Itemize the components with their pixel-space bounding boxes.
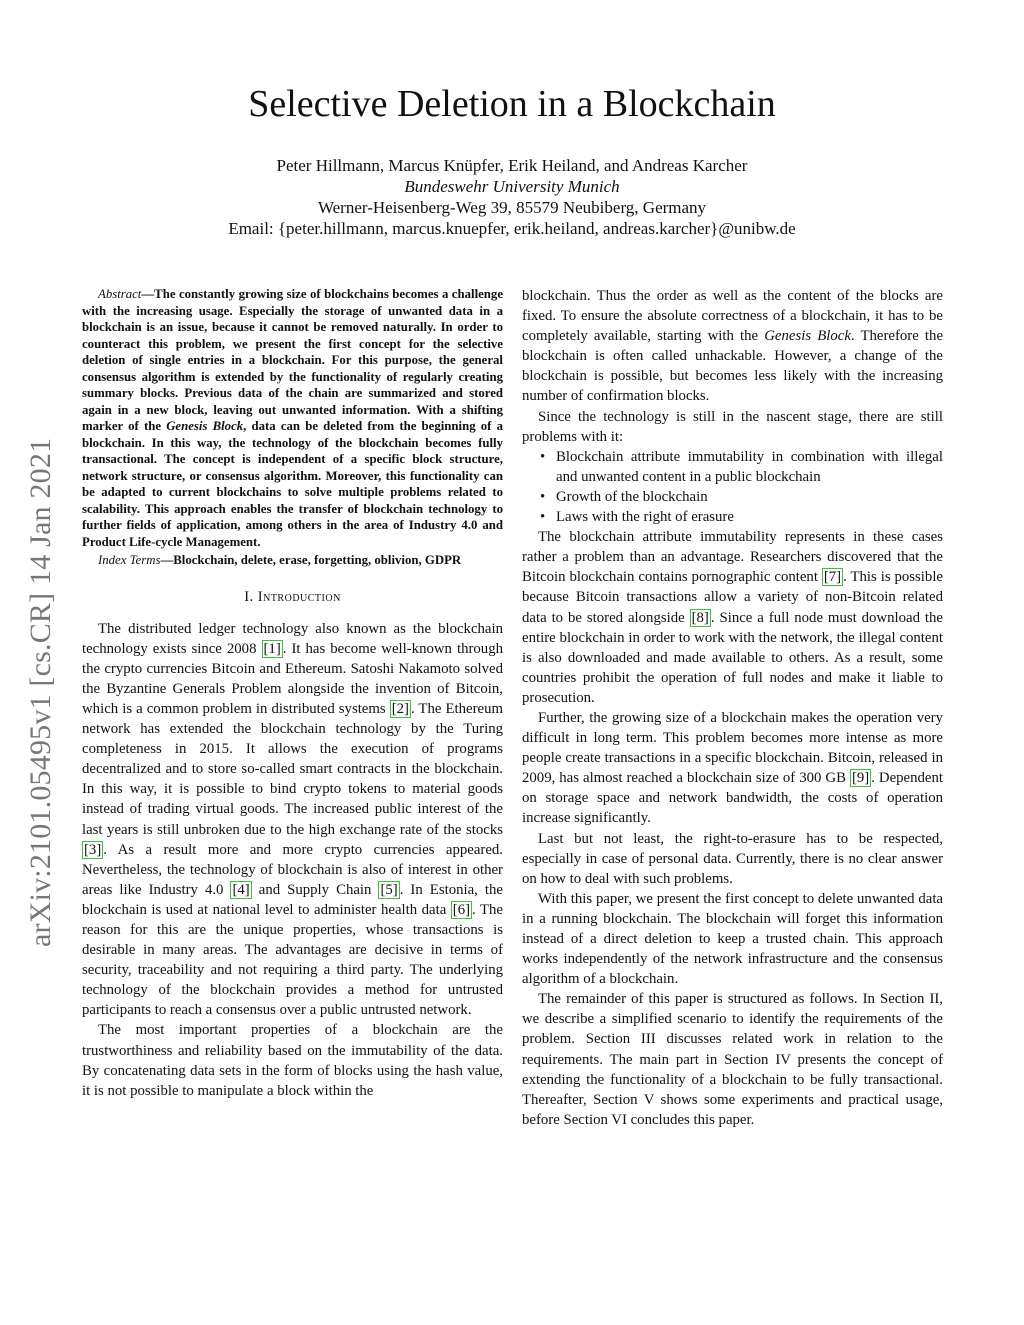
text-run: The distributed ledger technology also known as the blockchain technology exists since 2008: [82, 620, 503, 657]
text-run: . In Estonia, the blockchain is used at national level to administer health data: [82, 881, 503, 918]
address: Werner-Heisenberg-Weg 39, 85579 Neubiberg, Germany: [317, 198, 707, 217]
intro-paragraph-1: [82, 619, 503, 1021]
text-run: . The Ethereum network has extended the blockchain technology by the Turing completeness in 2015. It allows the execution of programs decentralized and to store so-called smart contracts in the blockchain. In this way, it is possible to bind crypto tokens to material goods instead of trading virtual goods. The increased public interest of the last years is still unbroken due to the high exchange rate of the stocks: [82, 700, 503, 838]
section-heading: I. Introduction: [244, 588, 341, 605]
citation-link[interactable]: [1]: [263, 640, 281, 657]
text-run: Further, the growing size of a blockchain makes the operation very difficult in long term. This problem becomes more intense as more people create transactions in a specific blockchain. Bitcoin, released in 2009, has almost reached a blockchain size of 300 GB: [522, 709, 943, 787]
citation-link[interactable]: [9]: [851, 770, 870, 787]
intro-paragraph-8: The remainder of this paper is structured as follows. In Section II, we describe a simplified scenario to identify the requirements of the problem. Section III discusses related work in relation to the requirements. The main part in Section IV presents the concept of extending the functionality of a blockchain to be fully transactional. Thereafter, Section V shows some experiments and practical usage, before Section VI concludes this paper.: [522, 991, 943, 1128]
intro-paragraph-3: Since the technology is still in the nascent stage, there are still problems with it:: [522, 408, 943, 445]
abstract-genesis-term: Genesis Block: [166, 419, 244, 433]
citation-link[interactable]: [4]: [232, 881, 250, 898]
text-run: . As a result more and more crypto currencies appeared. Nevertheless, the technology of blockchain is also of interest in other areas like Industry 4.0: [82, 841, 503, 898]
abstract-text-2: , data can be deleted from the beginning of a blockchain. In this way, the technology of the blockchain becomes fully transactional. The concept is independent of a specific block structure, network structure, or consensus algorithm. Moreover, this functionality can be adapted to current blockchains to solve multiple problems related to scalability. This approach enables the transfer of blockchain technology to further fields of application, among others in the area of Industry 4.0 and Product Life-cycle Management.: [82, 419, 503, 549]
author-names: Peter Hillmann, Marcus Knüpfer, Erik Heiland, and Andreas Karcher: [276, 156, 748, 175]
abstract-label: Abstract: [98, 287, 142, 301]
citation-link[interactable]: [6]: [452, 901, 471, 918]
intro-paragraph-5: [522, 708, 943, 829]
citation-link[interactable]: [5]: [380, 881, 398, 898]
index-terms: [82, 552, 503, 569]
list-item: • Blockchain attribute immutability in combination with illegal and unwanted content in a public blockchain: [556, 447, 943, 487]
list-item: • Growth of the blockchain: [556, 487, 943, 507]
text-run: and Supply Chain: [251, 881, 379, 898]
text-run: . Therefore the blockchain is often called unhackable. However, a change of the blockchain is possible, but becomes less likely with the increasing number of confirmation blocks.: [522, 328, 944, 405]
text-run: The blockchain attribute immutability represents in these cases rather a problem than an advantage. Researchers discovered that the Bitcoin blockchain contains pornographic content: [522, 529, 943, 586]
text-run: . Dependent on storage space and network bandwidth, the costs of operation increase significantly.: [522, 770, 943, 827]
text-run: . It has become well-known through the crypto currencies Bitcoin and Ethereum. Satoshi Nakamoto solved the Byzantine Generals Problem alongside the invention of Bitcoin, which is a common problem in distributed systems: [82, 640, 504, 717]
genesis-term: Genesis Block: [764, 328, 851, 345]
intro-paragraph-6: Last but not least, the right-to-erasure has to be respected, especially in case of personal data. Currently, there is no clear answer on how to deal with such problems.: [522, 830, 943, 887]
citation-link[interactable]: [3]: [84, 841, 102, 858]
right-column: [522, 286, 943, 1130]
text-run: . This is possible because Bitcoin transactions allow a variety of non-Bitcoin related data to be stored alongside: [522, 569, 943, 626]
paper-title: Selective Deletion in a Blockchain: [248, 83, 776, 125]
index-terms-text: —Blockchain, delete, erase, forgetting, oblivion, GDPR: [160, 553, 462, 567]
citation-link[interactable]: [7]: [823, 569, 842, 586]
intro-paragraph-7: With this paper, we present the first concept to delete unwanted data in a running blockchain. The blockchain will forget this information instead of a direct deletion to keep a trusted chain. This approach works independently of the network infrastructure and the consensus algorithm of a blockchain.: [522, 890, 943, 988]
abstract: [82, 286, 503, 550]
text-run: . The reason for this are the unique properties, whose transactions is desirable in many areas. The advantages are decisive in terms of security, traceability and not requiring a third party. The underlying technology of the blockchain provides a method for untrusted participants to reach a consensus over a public untrusted network.: [82, 901, 503, 1019]
citation-link[interactable]: [2]: [391, 700, 409, 717]
author-block: [0, 155, 1024, 239]
abstract-text-1: —The constantly growing size of blockchains becomes a challenge with the increasing usage. Especially the storage of unwanted data in a blockchain is an issue, because it cannot be removed naturally. In order to counteract this problem, we present the first concept for the selective deletion of single entries in a blockchain. For this purpose, the general consensus algorithm is extended by the functionality of regularly creating summary blocks. Previous data of the chain are summarized and stored again in a new block, leaving out unwanted information. With a shifting marker of the: [82, 287, 503, 433]
arxiv-identifier[interactable]: arXiv:2101.05495v1 [cs.CR] 14 Jan 2021: [24, 437, 57, 947]
left-column: [82, 286, 503, 1101]
intro-paragraph-4: [522, 527, 943, 708]
intro-paragraph-2-cont: [522, 286, 943, 407]
affiliation: Bundeswehr University Munich: [404, 177, 620, 196]
index-terms-label: Index Terms: [98, 553, 161, 567]
citation-link[interactable]: [8]: [691, 609, 709, 626]
problem-list: [522, 447, 943, 527]
list-item: • Laws with the right of erasure: [556, 507, 943, 527]
text-run: blockchain. Thus the order as well as the content of the blocks are fixed. To ensure the absolute correctness of a blockchain, it has to be completely available, starting with the: [522, 288, 943, 345]
intro-paragraph-2: The most important properties of a blockchain are the trustworthiness and reliability based on the immutability of the data. By concatenating data sets in the form of blocks using the hash value, it is not possible to manipulate a block within the: [82, 1022, 503, 1099]
email: Email: {peter.hillmann, marcus.knuepfer, erik.heiland, andreas.karcher}@unibw.de: [228, 219, 796, 238]
text-run: . Since a full node must download the entire blockchain in order to work with the network, the illegal content is also downloaded and made available to others. As a result, some countries prohibit the operation of full nodes and make it liable to prosecution.: [522, 609, 943, 706]
